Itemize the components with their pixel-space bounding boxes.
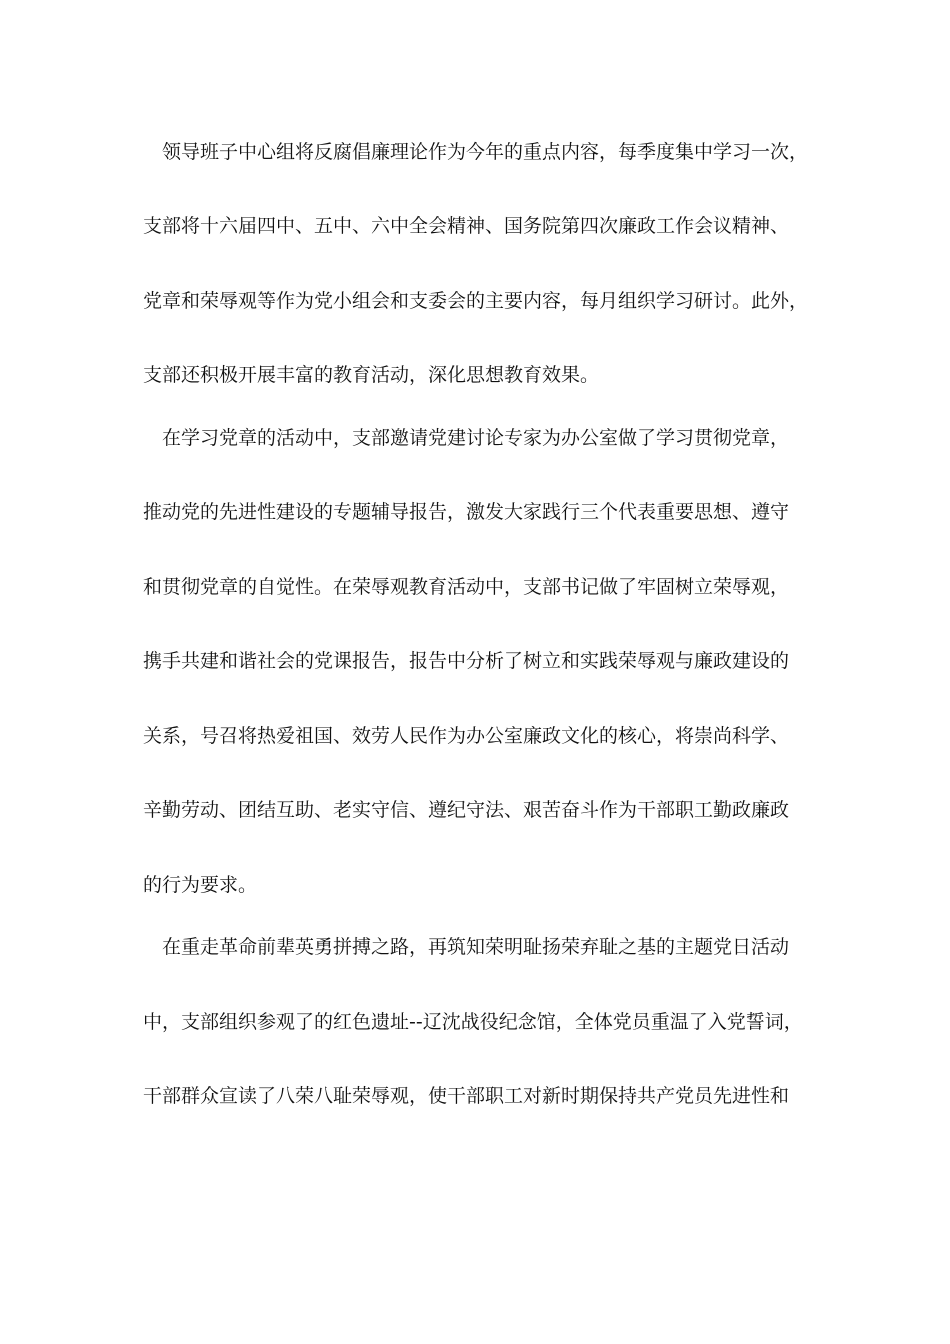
paragraph-2-line-2: 推动党的先进性建设的专题辅导报告，激发大家践行三个代表重要思想、遵守	[143, 501, 790, 523]
paragraph-1-line-3: 党章和荣辱观等作为党小组会和支委会的主要内容，每月组织学习研讨。此外，	[143, 290, 809, 312]
paragraph-2-line-7: 的行为要求。	[143, 874, 258, 896]
paragraph-1-line-4: 支部还积极开展丰富的教育活动，深化思想教育效果。	[143, 364, 600, 386]
paragraph-2-line-5: 关系，号召将热爱祖国、效劳人民作为办公室廉政文化的核心，将崇尚科学、	[143, 725, 790, 747]
paragraph-3-line-2: 中，支部组织参观了的红色遗址--辽沈战役纪念馆，全体党员重温了入党誓词，	[143, 1011, 803, 1033]
paragraph-2-line-3: 和贯彻党章的自觉性。在荣辱观教育活动中，支部书记做了牢固树立荣辱观，	[143, 576, 790, 598]
paragraph-2-line-4: 携手共建和谐社会的党课报告，报告中分析了树立和实践荣辱观与廉政建设的	[143, 650, 790, 672]
paragraph-1-line-2: 支部将十六届四中、五中、六中全会精神、国务院第四次廉政工作会议精神、	[143, 215, 790, 237]
paragraph-3-line-1: 在重走革命前辈英勇拼搏之路，再筑知荣明耻扬荣弃耻之基的主题党日活动	[162, 936, 790, 958]
paragraph-3-line-3: 干部群众宣读了八荣八耻荣辱观，使干部职工对新时期保持共产党员先进性和	[143, 1085, 790, 1107]
paragraph-2-line-1: 在学习党章的活动中，支部邀请党建讨论专家为办公室做了学习贯彻党章，	[162, 427, 790, 449]
paragraph-1-line-1: 领导班子中心组将反腐倡廉理论作为今年的重点内容，每季度集中学习一次，	[162, 141, 809, 163]
paragraph-2-line-6: 辛勤劳动、团结互助、老实守信、遵纪守法、艰苦奋斗作为干部职工勤政廉政	[143, 799, 790, 821]
